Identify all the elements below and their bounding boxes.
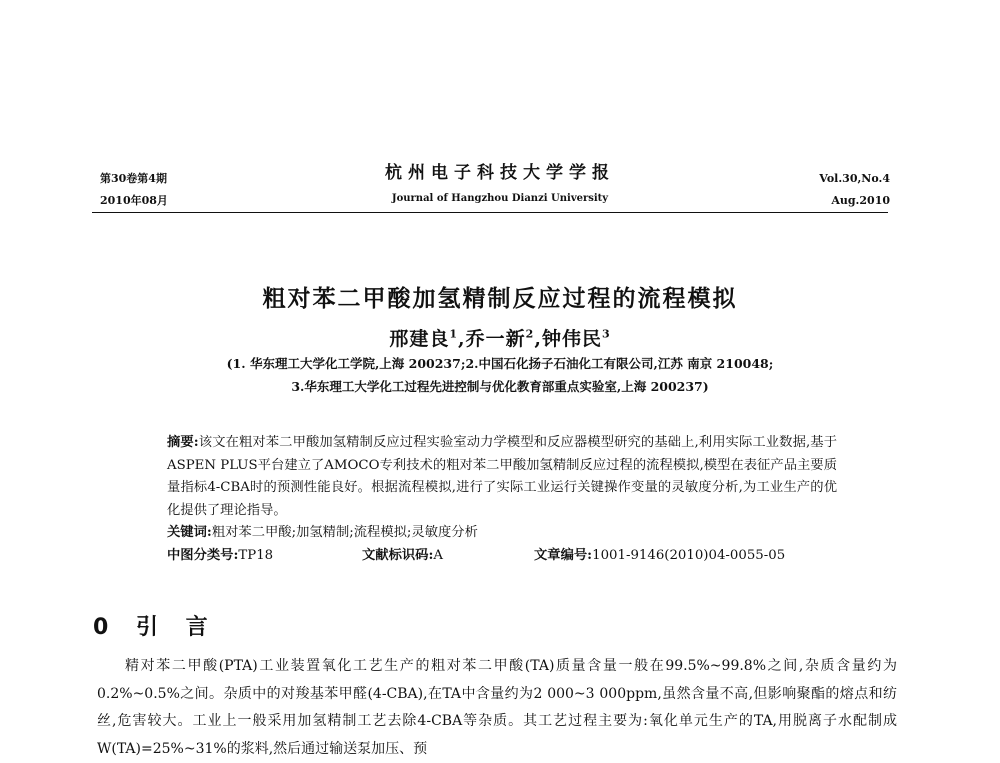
abstract-block bbox=[167, 432, 837, 567]
abstract-paragraph bbox=[167, 432, 837, 522]
clc-number bbox=[167, 545, 362, 568]
header-left bbox=[100, 168, 168, 212]
keywords-line bbox=[167, 522, 837, 545]
affiliations bbox=[100, 352, 900, 398]
author-separator: , bbox=[534, 328, 542, 350]
abstract-label: 摘要: bbox=[167, 435, 199, 450]
author-name: 邢建良 bbox=[389, 328, 450, 350]
date-cn: 2010年08月 bbox=[100, 194, 168, 207]
clc-value: TP18 bbox=[238, 547, 274, 563]
keywords-text: 粗对苯二甲酸;加氢精制;流程模拟;灵敏度分析 bbox=[211, 525, 478, 540]
affiliation-line: (1. 华东理工大学化工学院,上海 200237;2.中国石化扬子石油化工有限公司,江苏 南京 210048; bbox=[226, 356, 774, 371]
journal-title-en: Journal of Hangzhou Dianzi University bbox=[391, 193, 609, 204]
classification-row bbox=[167, 545, 837, 568]
body-text bbox=[97, 653, 897, 763]
author-list bbox=[100, 324, 900, 351]
section-heading: 0 引 言 bbox=[93, 615, 218, 640]
header-rule bbox=[92, 212, 888, 213]
journal-title-cn: 杭州电子科技大学学报 bbox=[385, 163, 615, 183]
article-number bbox=[534, 545, 785, 568]
author-name: 钟伟民 bbox=[541, 328, 602, 350]
clc-label: 中图分类号: bbox=[167, 547, 239, 563]
header-right bbox=[819, 168, 890, 212]
volume-issue-cn: 第30卷第4期 bbox=[100, 172, 167, 185]
author-name: 乔一新 bbox=[465, 328, 526, 350]
journal-header bbox=[300, 158, 700, 204]
doccode-label: 文献标识码: bbox=[362, 547, 434, 563]
volume-issue-en: Vol.30,No.4 bbox=[819, 172, 890, 185]
author-affil-mark: 1 bbox=[449, 327, 459, 341]
doccode-value: A bbox=[433, 547, 444, 563]
abstract-text: 该文在粗对苯二甲酸加氢精制反应过程实验室动力学模型和反应器模型研究的基础上,利用实际工业数据,基于ASPEN PLUS平台建立了AMOCO专利技术的粗对苯二甲酸加氢精制反应过程的流程模拟,模型在表征产品主要质量指标4-CBA时的预测性能良好。根据流程模拟,进行了实际工业运行关键操作变量的灵敏度分析,为工业生产的优化提供了理论指导。 bbox=[167, 435, 837, 518]
document-code bbox=[362, 545, 534, 568]
author-affil-mark: 2 bbox=[525, 327, 535, 341]
keywords-label: 关键词: bbox=[167, 525, 212, 540]
body-paragraph: 精对苯二甲酸(PTA)工业装置氧化工艺生产的粗对苯二甲酸(TA)质量含量一般在99.5%~99.8%之间,杂质含量约为0.2%~0.5%之间。杂质中的对羧基苯甲醛(4-CBA),在TA中含量约为2 000~3 000ppm,虽然含量不高,但影响聚酯的熔点和纺丝,危害较大。工业上一般采用加氢精制工艺去除4-CBA等杂质。其工艺过程主要为:氧化单元生产的TA,用脱离子水配制成W(TA)=25%~31%的浆料,然后通过输送泵加压、预 bbox=[97, 658, 897, 757]
date-en: Aug.2010 bbox=[831, 194, 890, 207]
paper-title: 粗对苯二甲酸加氢精制反应过程的流程模拟 bbox=[262, 286, 738, 312]
author-separator: , bbox=[458, 328, 466, 350]
article-value: 1001-9146(2010)04-0055-05 bbox=[592, 547, 786, 563]
author-affil-mark: 3 bbox=[601, 327, 611, 341]
affiliation-line: 3.华东理工大学化工过程先进控制与优化教育部重点实验室,上海 200237) bbox=[291, 379, 709, 394]
article-label: 文章编号: bbox=[534, 547, 593, 563]
